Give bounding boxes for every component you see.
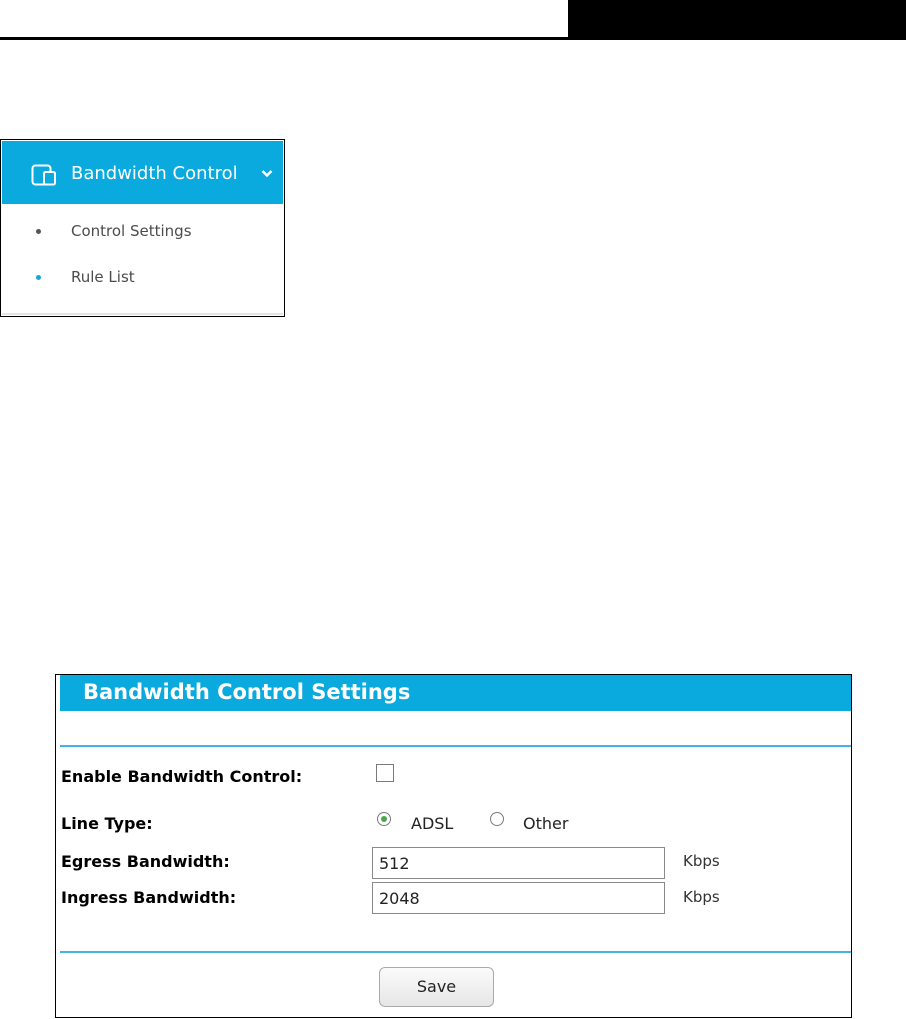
enable-bandwidth-control-label: Enable Bandwidth Control: <box>61 767 303 786</box>
ingress-unit: Kbps <box>683 888 720 906</box>
menu-title: Bandwidth Control <box>71 163 238 184</box>
ingress-bandwidth-input[interactable]: 2048 <box>372 882 665 914</box>
panel-title-bar <box>60 675 851 711</box>
menu-item-control-settings[interactable] <box>2 211 283 251</box>
menu-header-bandwidth-control[interactable] <box>2 141 283 204</box>
divider <box>60 951 851 953</box>
egress-bandwidth-input[interactable]: 512 <box>372 847 665 879</box>
chevron-down-icon[interactable] <box>261 169 273 178</box>
bullet-icon <box>36 229 41 234</box>
save-button[interactable]: Save <box>379 967 494 1007</box>
line-type-other-radio[interactable] <box>490 812 504 826</box>
bandwidth-settings-panel <box>55 674 852 1018</box>
header-rule <box>0 37 906 40</box>
line-type-label: Line Type: <box>61 814 153 833</box>
menu-item-label: Rule List <box>71 268 135 286</box>
line-type-other-label: Other <box>523 814 569 833</box>
devices-icon <box>31 164 57 186</box>
egress-bandwidth-label: Egress Bandwidth: <box>61 852 230 871</box>
menu-divider <box>2 313 283 315</box>
egress-unit: Kbps <box>683 852 720 870</box>
bullet-icon <box>36 275 41 280</box>
enable-bandwidth-control-checkbox[interactable] <box>376 764 394 782</box>
menu-item-rule-list[interactable] <box>2 257 283 297</box>
line-type-adsl-radio[interactable] <box>377 812 391 826</box>
divider <box>60 745 851 747</box>
ingress-bandwidth-label: Ingress Bandwidth: <box>61 888 237 907</box>
header-black-block <box>568 0 906 38</box>
bandwidth-control-menu <box>0 139 285 317</box>
line-type-adsl-label: ADSL <box>411 814 454 833</box>
menu-item-label: Control Settings <box>71 222 192 240</box>
panel-title: Bandwidth Control Settings <box>83 680 411 704</box>
